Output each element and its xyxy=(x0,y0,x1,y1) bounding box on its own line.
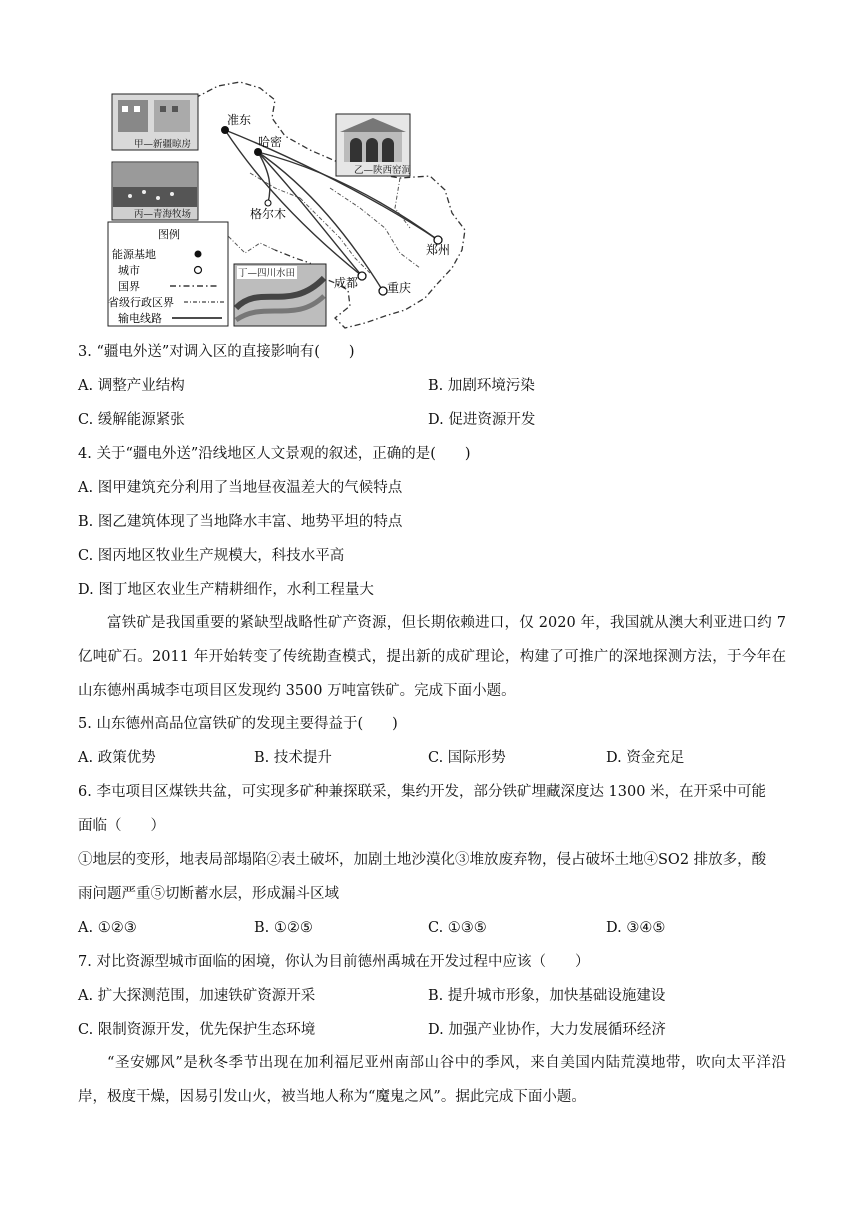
q6-items-line1: ①地层的变形，地表局部塌陷②表土破坏，加剧土地沙漠化③堆放废弃物，侵占破坏土地④SO2 排放多，酸 xyxy=(78,852,767,868)
passage-santa-ana-wind: “圣安娜风”是秋冬季节出现在加利福尼亚州南部山谷中的季风，来自美国内陆荒漠地带，吹向太平洋沿岸，极度干燥，因易引发山火，被当地人称为“魔鬼之风”。据此完成下面小题。 xyxy=(78,1055,786,1105)
label-geermu: 格尔木 xyxy=(250,207,287,221)
legend xyxy=(108,222,228,326)
passage-iron-ore: 富铁矿是我国重要的紧缺型战略性矿产资源，但长期依赖进口，仅 2020 年，我国就从澳大利亚进口约 7 亿吨矿石。2011 年开始转变了传统勘查模式，提出新的成矿理论，构建了可推广的深地探测方法，于今年在山东德州禹城李屯项目区发现约 3500 万吨富铁矿。完成下面小题。 xyxy=(78,615,786,699)
q7-option-c[interactable]: C. 限制资源开发，优先保护生态环境 xyxy=(78,1022,316,1038)
photo-jia xyxy=(112,94,198,150)
legend-provincial-border: 省级行政区界 xyxy=(108,296,174,309)
q7-stem: 7. 对比资源型城市面临的困境，你认为目前德州禹城在开发过程中应该（ ） xyxy=(78,954,590,970)
photo-bing xyxy=(112,162,198,220)
q5-option-c[interactable]: C. 国际形势 xyxy=(428,750,506,766)
q6-stem-line2: 面临（ ） xyxy=(78,818,165,834)
photo-ding xyxy=(234,264,326,326)
q4-option-a[interactable]: A. 图甲建筑充分利用了当地昼夜温差大的气候特点 xyxy=(78,480,403,496)
q3-option-b[interactable]: B. 加剧环境污染 xyxy=(428,378,535,394)
photo-jia-caption: 甲—新疆晾房 xyxy=(134,139,192,150)
q5-option-d[interactable]: D. 资金充足 xyxy=(606,750,685,766)
legend-title: 图例 xyxy=(158,228,180,241)
energy-base-hami xyxy=(254,148,262,156)
q5-stem: 5. 山东德州高品位富铁矿的发现主要得益于( ) xyxy=(78,716,398,732)
legend-energy-base-symbol xyxy=(195,251,202,258)
label-zhundong: 准东 xyxy=(227,113,252,127)
q6-items-line2: 雨问题严重⑤切断蓄水层，形成漏斗区域 xyxy=(78,886,339,902)
label-chengdu: 成都 xyxy=(334,276,359,290)
city-chengdu xyxy=(358,272,366,280)
q6-option-b[interactable]: B. ①②⑤ xyxy=(254,920,313,936)
q5-option-a[interactable]: A. 政策优势 xyxy=(78,750,156,766)
legend-national-border: 国界 xyxy=(118,280,140,293)
q4-option-d[interactable]: D. 图丁地区农业生产精耕细作，水利工程量大 xyxy=(78,582,374,598)
legend-power-line: 输电线路 xyxy=(118,312,162,325)
q7-option-a[interactable]: A. 扩大探测范围，加速铁矿资源开采 xyxy=(78,988,316,1004)
legend-city-symbol xyxy=(195,267,202,274)
q5-option-b[interactable]: B. 技术提升 xyxy=(254,750,332,766)
photo-ding-caption: 丁—四川水田 xyxy=(238,268,296,279)
q6-option-a[interactable]: A. ①②③ xyxy=(78,920,137,936)
q4-option-c[interactable]: C. 图丙地区牧业生产规模大，科技水平高 xyxy=(78,548,345,564)
photo-yi xyxy=(336,114,412,176)
photo-yi-caption: 乙—陕西窑洞 xyxy=(354,165,412,176)
label-zhengzhou: 郑州 xyxy=(426,243,451,257)
q7-option-d[interactable]: D. 加强产业协作，大力发展循环经济 xyxy=(428,1022,666,1038)
label-chongqing: 重庆 xyxy=(387,281,412,295)
provincial-border xyxy=(220,173,420,273)
label-hami: 哈密 xyxy=(258,135,283,149)
q4-stem: 4. 关于“疆电外送”沿线地区人文景观的叙述，正确的是( ) xyxy=(78,446,471,462)
city-geermu xyxy=(265,200,271,206)
legend-energy-base: 能源基地 xyxy=(112,248,156,261)
q6-stem-line1: 6. 李屯项目区煤铁共盆，可实现多矿种兼探联采，集约开发，部分铁矿埋藏深度达 1300 米，在开采中可能 xyxy=(78,784,767,800)
map-figure xyxy=(100,78,480,330)
q3-option-c[interactable]: C. 缓解能源紧张 xyxy=(78,412,185,428)
q6-option-c[interactable]: C. ①③⑤ xyxy=(428,920,487,936)
q3-option-d[interactable]: D. 促进资源开发 xyxy=(428,412,536,428)
energy-base-zhundong xyxy=(221,126,229,134)
q3-stem: 3. “疆电外送”对调入区的直接影响有( ) xyxy=(78,344,355,360)
q4-option-b[interactable]: B. 图乙建筑体现了当地降水丰富、地势平坦的特点 xyxy=(78,514,403,530)
q7-option-b[interactable]: B. 提升城市形象，加快基础设施建设 xyxy=(428,988,666,1004)
photo-bing-caption: 丙—青海牧场 xyxy=(134,209,192,220)
city-chongqing xyxy=(379,287,387,295)
legend-city: 城市 xyxy=(118,264,140,277)
q3-option-a[interactable]: A. 调整产业结构 xyxy=(78,378,185,394)
q6-option-d[interactable]: D. ③④⑤ xyxy=(606,920,666,936)
